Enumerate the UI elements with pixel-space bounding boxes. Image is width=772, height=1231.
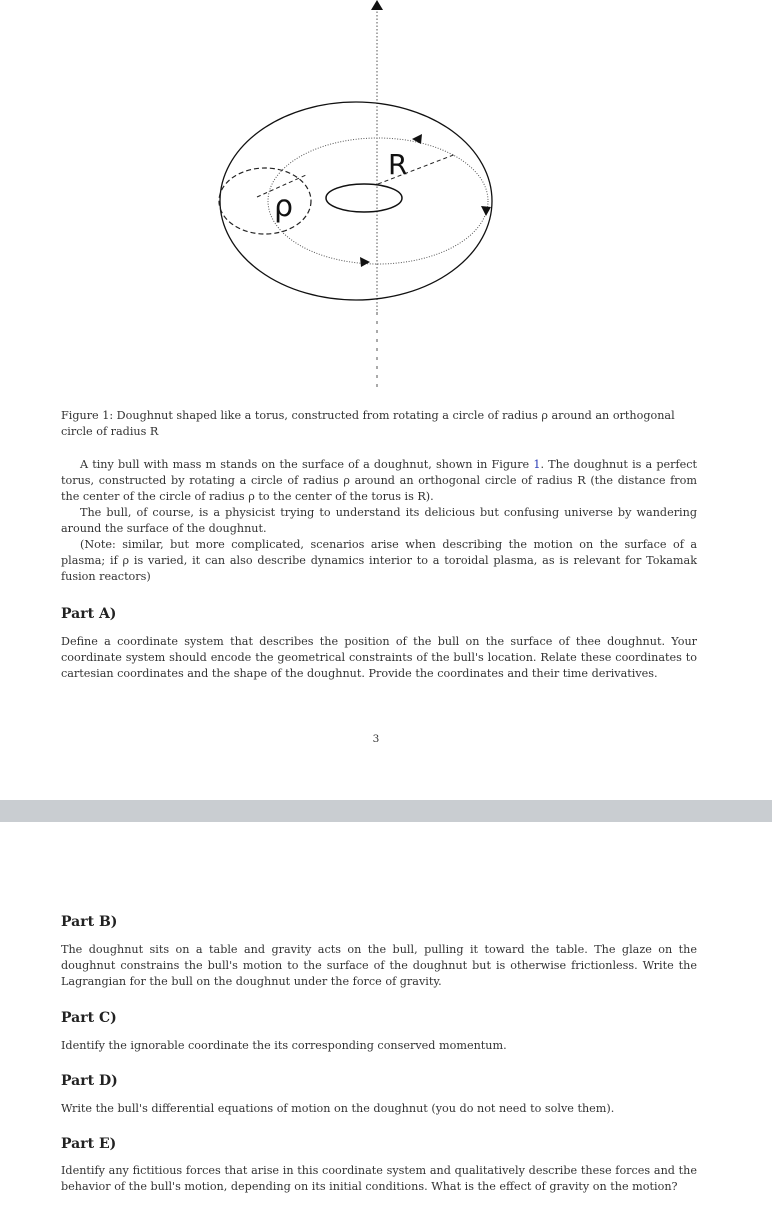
- part-a-heading: Part A): [61, 606, 117, 622]
- intro-p1-part2: . The doughnut is a perfect torus, constructed by rotating a circle of radius ρ around an orthogonal circle of radius R (the distance from the center of the circle of radius ρ to the center of the torus is R).: [61, 458, 697, 503]
- part-b-heading: Part B): [61, 914, 118, 930]
- intro-p1-part1: A tiny bull with mass m stands on the surface of a doughnut, shown in Figure: [80, 458, 534, 471]
- part-e-text: Identify any fictitious forces that arise in this coordinate system and qualitatively describe these forces and the behavior of the bull's motion, depending on its initial conditions. What is the effect of gravity on the motion?: [61, 1164, 697, 1193]
- page-number: 3: [372, 733, 380, 745]
- part-d-text: Write the bull's differential equations of motion on the doughnut (you do not need to solve them).: [61, 1102, 615, 1115]
- orbit-arrow-right: [481, 206, 491, 216]
- figure-1-link[interactable]: 1: [533, 458, 541, 471]
- intro-text: [61, 457, 697, 585]
- intro-paragraph-3: (Note: similar, but more complicated, scenarios arise when describing the motion on the surface of a plasma; if ρ is varied, it can also describe dynamics interior to a toroidal plasma, as is relevant for Tokamak fusion reactors): [61, 538, 697, 583]
- part-c-heading: Part C): [61, 1010, 117, 1026]
- label-R: R: [388, 148, 408, 181]
- orbit-arrow-top: [412, 134, 422, 144]
- torus-outer-ellipse: [220, 102, 492, 300]
- orbit-arrow-bottom: [360, 257, 370, 267]
- intro-paragraph-2: The bull, of course, is a physicist trying to understand its delicious but confusing universe by wandering around the surface of the doughnut.: [61, 506, 697, 535]
- part-d-heading: Part D): [61, 1073, 118, 1089]
- intro-paragraph-1: [61, 457, 697, 505]
- part-c-text: Identify the ignorable coordinate the its corresponding conserved momentum.: [61, 1039, 507, 1052]
- axis-arrowhead: [371, 0, 383, 10]
- rho-cross-section: [219, 168, 311, 234]
- figure-caption: Figure 1: Doughnut shaped like a torus, constructed from rotating a circle of radius ρ around an orthogonal circle of radius R: [61, 409, 675, 438]
- radius-R-orbit: [268, 138, 488, 264]
- label-rho: ρ: [274, 189, 294, 224]
- page-separator: [0, 800, 772, 822]
- torus-inner-hole: [326, 184, 402, 212]
- part-a-text: Define a coordinate system that describes the position of the bull on the surface of thee doughnut. Your coordinate system should encode the geometrical constraints of the bull's location. Relate these coordinates to cartesian coordinates and the shape of the doughnut. Provide the coordinates and their time derivatives.: [61, 635, 697, 680]
- page-4: [0, 822, 772, 1231]
- part-e-heading: Part E): [61, 1136, 117, 1152]
- part-b-text: The doughnut sits on a table and gravity acts on the bull, pulling it toward the table. The glaze on the doughnut constrains the bull's motion to the surface of the doughnut but is otherwise frictionless. Write the Lagrangian for the bull on the doughnut under the force of gravity.: [61, 943, 697, 988]
- torus-figure: [0, 0, 772, 400]
